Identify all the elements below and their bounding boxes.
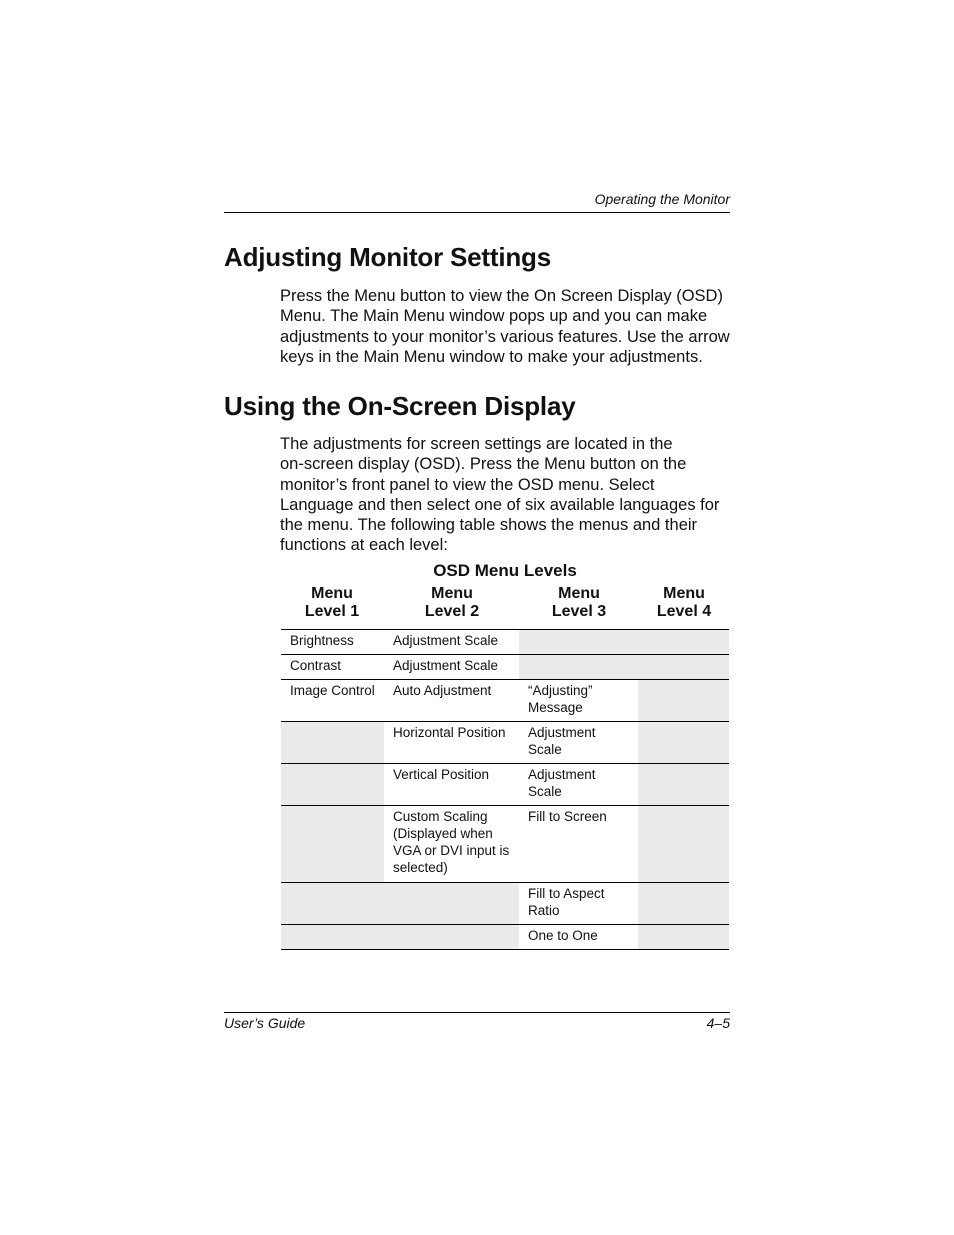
table-cell: Adjustment Scale [519, 764, 638, 806]
table-cell: Fill to Aspect Ratio [519, 883, 638, 925]
table-row [281, 722, 729, 764]
table-cell: Fill to Screen [519, 806, 638, 883]
section-heading-osd: Using the On-Screen Display [224, 391, 576, 421]
table-row [281, 806, 729, 883]
table-row [281, 764, 729, 806]
table-row [281, 655, 729, 680]
running-title: Operating the Monitor [594, 191, 730, 207]
table-cell: Contrast [281, 655, 384, 680]
osd-menu-table [281, 629, 729, 950]
text-line: monitor’s front panel to view the OSD menu. Select [280, 475, 655, 494]
table-cell: Vertical Position [384, 764, 519, 806]
text-line: Press the Menu button to view the On Screen Display (OSD) [280, 287, 723, 305]
table-row [281, 883, 729, 925]
table-cell: Horizontal Position [384, 722, 519, 764]
column-header-level-1: Menu Level 1 [304, 585, 360, 620]
column-header-level-4: Menu Level 4 [656, 585, 712, 620]
text-line: keys in the Main Menu window to make your adjustments. [280, 347, 703, 366]
footer-guide-title: User’s Guide [224, 1015, 306, 1031]
page-number: 4–5 [706, 1015, 730, 1031]
table-row [281, 630, 729, 655]
page-footer [224, 1012, 730, 1035]
text-line: on-screen display (OSD). Press the Menu button on the [280, 455, 687, 474]
table-cell: “Adjusting” Message [519, 680, 638, 722]
table-cell: Auto Adjustment [384, 680, 519, 722]
table-cell: One to One [519, 925, 638, 950]
adjusting-paragraph [280, 286, 732, 367]
table-cell [281, 806, 384, 883]
column-header-level-3: Menu Level 3 [551, 585, 607, 620]
text-line: adjustments to your monitor’s various features. Use the arrow [280, 327, 730, 346]
table-cell: Custom Scaling (Displayed when VGA or DVI input is selected) [384, 806, 519, 883]
table-row [281, 680, 729, 722]
table-cell [281, 722, 384, 764]
table-cell: Image Control [281, 680, 384, 722]
text-line: the menu. The following table shows the menus and their [280, 516, 698, 535]
table-cell: Adjustment Scale [384, 655, 519, 680]
table-cell [519, 655, 729, 680]
table-cell [638, 925, 729, 950]
table-cell [638, 806, 729, 883]
section-heading-adjusting: Adjusting Monitor Settings [224, 242, 551, 272]
text-line: The adjustments for screen settings are located in the [280, 435, 673, 453]
table-cell [281, 925, 519, 950]
text-line: functions at each level: [280, 536, 448, 555]
table-cell [281, 764, 384, 806]
text-line: Menu. The Main Menu window pops up and you can make [280, 307, 708, 326]
table-cell [281, 883, 519, 925]
column-header-level-2: Menu Level 2 [424, 585, 480, 620]
osd-paragraph [280, 434, 732, 556]
table-cell: Adjustment Scale [384, 630, 519, 655]
text-line: Language and then select one of six available languages for [280, 495, 720, 514]
table-cell [638, 764, 729, 806]
table-cell [638, 722, 729, 764]
page-header [224, 191, 730, 213]
table-cell [519, 630, 729, 655]
table-title: OSD Menu Levels [433, 561, 577, 580]
table-cell [638, 680, 729, 722]
table-cell [638, 883, 729, 925]
table-cell: Adjustment Scale [519, 722, 638, 764]
table-cell: Brightness [281, 630, 384, 655]
table-row [281, 925, 729, 950]
